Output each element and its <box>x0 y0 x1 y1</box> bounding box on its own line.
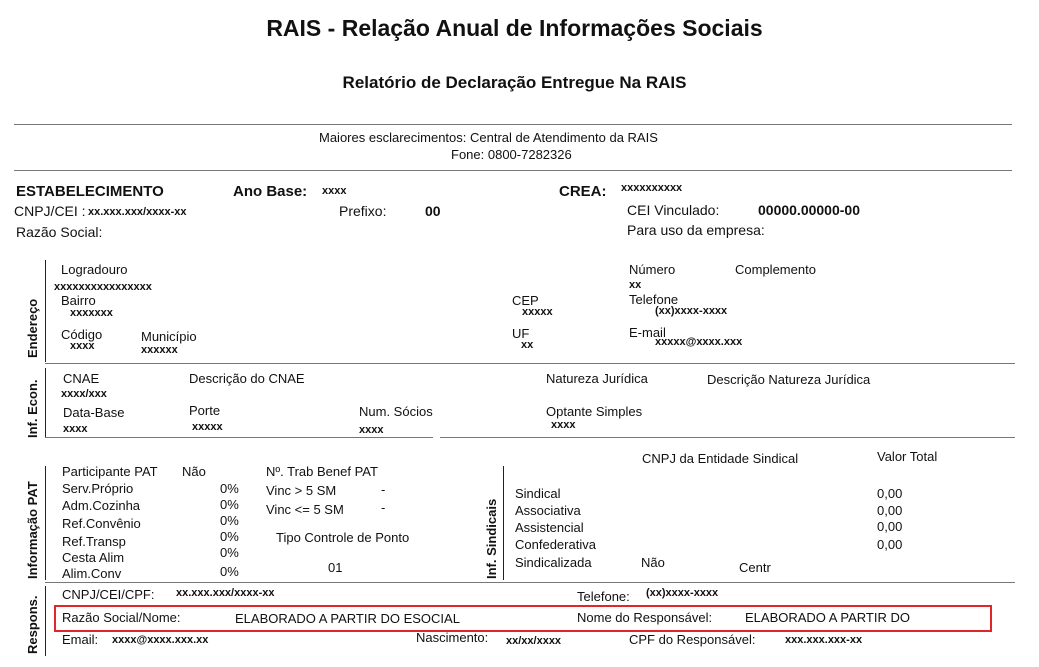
simples-value: xxxx <box>551 419 576 431</box>
pat-row-value: 0% <box>220 529 239 544</box>
divider <box>440 437 1015 438</box>
resp-cnpj-label: CNPJ/CEI/CPF: <box>62 587 155 602</box>
trab-label: Nº. Trab Benef PAT <box>266 464 378 479</box>
ponto-value: 01 <box>328 560 343 575</box>
divider <box>14 124 1012 125</box>
sindical-row-value: 0,00 <box>877 503 903 518</box>
bairro-value: xxxxxxx <box>70 307 113 319</box>
numero-label: Número <box>629 262 676 277</box>
telefone-label: Telefone <box>629 292 679 307</box>
page-subtitle: Relatório de Declaração Entregue Na RAIS <box>342 73 687 92</box>
cnpj-sindical-label: CNPJ da Entidade Sindical <box>642 451 799 466</box>
centr-label: Centr <box>739 560 771 575</box>
resp-nome-label: Nome do Responsável: <box>577 610 713 625</box>
resp-razao-value: ELABORADO A PARTIR DO ESOCIAL <box>235 611 460 626</box>
sindicalizada-value: Não <box>641 555 665 570</box>
cep-value: xxxxx <box>522 306 553 318</box>
inf-econ-bracket <box>45 368 46 438</box>
complemento-label: Complemento <box>735 262 816 277</box>
participante-label: Participante PAT <box>62 464 158 479</box>
endereco-bracket <box>45 260 46 362</box>
porte-value: xxxxx <box>192 421 223 433</box>
participante-value: Não <box>182 464 206 479</box>
page-title: RAIS - Relação Anual de Informações Sociais <box>266 15 763 41</box>
cnae-value: xxxx/xxx <box>61 388 107 400</box>
municipio-value: xxxxxx <box>141 344 178 356</box>
resp-email-label: Email: <box>62 632 99 647</box>
ponto-label: Tipo Controle de Ponto <box>276 530 410 545</box>
sindical-row-label: Sindical <box>515 486 561 501</box>
resp-cnpj-value: xx.xxx.xxx/xxxx-xx <box>176 587 275 599</box>
email-value: xxxxx@xxxx.xxx <box>655 336 743 348</box>
resp-razao-label: Razão Social/Nome: <box>62 610 181 625</box>
cnpj-label: CNPJ/CEI : <box>14 203 86 219</box>
porte-label: Porte <box>189 403 221 418</box>
cei-value: 00000.00000-00 <box>758 202 860 218</box>
resp-cpf-label: CPF do Responsável: <box>629 632 756 647</box>
valor-total-label: Valor Total <box>877 449 938 464</box>
data-base-label: Data-Base <box>63 405 125 420</box>
endereco-section-label: Endereço <box>25 298 40 358</box>
pat-row-value: 0% <box>220 545 239 560</box>
razao-label: Razão Social: <box>16 224 103 240</box>
divider <box>45 437 433 438</box>
pat-row-value: 0% <box>220 481 239 496</box>
vinc-le-value: - <box>381 500 386 515</box>
pat-row-label: Serv.Próprio <box>62 481 134 496</box>
codigo-value: xxxx <box>70 340 95 352</box>
divider <box>45 363 1015 364</box>
pat-row-label: Alim.Conv <box>62 566 122 581</box>
pat-row-label: Adm.Cozinha <box>62 498 141 513</box>
resp-telefone-value: (xx)xxxx-xxxx <box>646 587 719 599</box>
socios-label: Num. Sócios <box>359 404 433 419</box>
sindicalizada-label: Sindicalizada <box>515 555 592 570</box>
pat-section-label: Informação PAT <box>25 481 40 579</box>
sindical-row-label: Assistencial <box>515 520 584 535</box>
ano-base-value: xxxx <box>322 185 347 197</box>
cnpj-value: xx.xxx.xxx/xxxx-xx <box>88 206 187 218</box>
logradouro-label: Logradouro <box>61 262 128 277</box>
sindical-row-value: 0,00 <box>877 537 903 552</box>
prefixo-label: Prefixo: <box>339 203 387 219</box>
pat-row-value: 0% <box>220 497 239 512</box>
respons-section-label: Respons. <box>25 595 40 654</box>
resp-email-value: xxxx@xxxx.xxx.xx <box>112 634 209 646</box>
resp-nascimento-label: Nascimento: <box>416 630 489 645</box>
resp-telefone-label: Telefone: <box>577 589 630 604</box>
crea-value: xxxxxxxxxx <box>621 182 683 194</box>
pat-row-label: Cesta Alim <box>62 550 125 565</box>
contact-line-1: Maiores esclarecimentos: Central de Atendimento da RAIS <box>319 130 658 145</box>
sindicais-section-label: Inf. Sindicais <box>484 498 499 579</box>
email-label: E-mail <box>629 325 666 340</box>
logradouro-value: xxxxxxxxxxxxxxxx <box>54 281 152 293</box>
uf-value: xx <box>521 339 534 351</box>
resp-nascimento-value: xx/xx/xxxx <box>506 635 562 647</box>
socios-value: xxxx <box>359 424 384 436</box>
resp-nome-value: ELABORADO A PARTIR DO <box>745 610 910 625</box>
desc-cnae-label: Descrição do CNAE <box>189 371 305 386</box>
sindical-row-label: Associativa <box>515 503 581 518</box>
simples-label: Optante Simples <box>546 404 643 419</box>
sindicais-bracket <box>503 466 504 580</box>
sindical-row-value: 0,00 <box>877 519 903 534</box>
inf-econ-section-label: Inf. Econ. <box>25 379 40 438</box>
respons-bracket <box>45 586 46 656</box>
sindical-row-label: Confederativa <box>515 537 596 552</box>
cei-label: CEI Vinculado: <box>627 202 720 218</box>
uso-label: Para uso da empresa: <box>627 222 765 238</box>
municipio-label: Município <box>141 329 197 344</box>
pat-row-label: Ref.Convênio <box>62 516 141 531</box>
divider <box>14 170 1012 171</box>
crea-label: CREA: <box>559 183 607 200</box>
resp-cpf-value: xxx.xxx.xxx-xx <box>785 634 863 646</box>
vinc-gt-label: Vinc > 5 SM <box>266 483 337 498</box>
vinc-gt-value: - <box>381 482 386 497</box>
contact-line-2: Fone: 0800-7282326 <box>451 147 572 162</box>
pat-row-value: 0% <box>220 513 239 528</box>
vinc-le-label: Vinc <= 5 SM <box>266 502 344 517</box>
prefixo-value: 00 <box>425 203 441 219</box>
divider <box>45 582 1015 583</box>
codigo-label: Código <box>61 327 103 342</box>
nat-juridica-label: Natureza Jurídica <box>546 371 648 386</box>
pat-row-value: 0% <box>220 564 239 579</box>
uf-label: UF <box>512 326 530 341</box>
bairro-label: Bairro <box>61 293 96 308</box>
desc-nat-label: Descrição Natureza Jurídica <box>707 372 871 387</box>
pat-bracket <box>45 466 46 580</box>
cep-label: CEP <box>512 293 539 308</box>
numero-value: xx <box>629 279 642 291</box>
pat-row-label: Ref.Transp <box>62 534 126 549</box>
ano-base-label: Ano Base: <box>233 183 308 200</box>
estab-title: ESTABELECIMENTO <box>16 183 164 200</box>
telefone-value: (xx)xxxx-xxxx <box>655 305 728 317</box>
data-base-value: xxxx <box>63 423 88 435</box>
cnae-label: CNAE <box>63 371 100 386</box>
sindical-row-value: 0,00 <box>877 486 903 501</box>
